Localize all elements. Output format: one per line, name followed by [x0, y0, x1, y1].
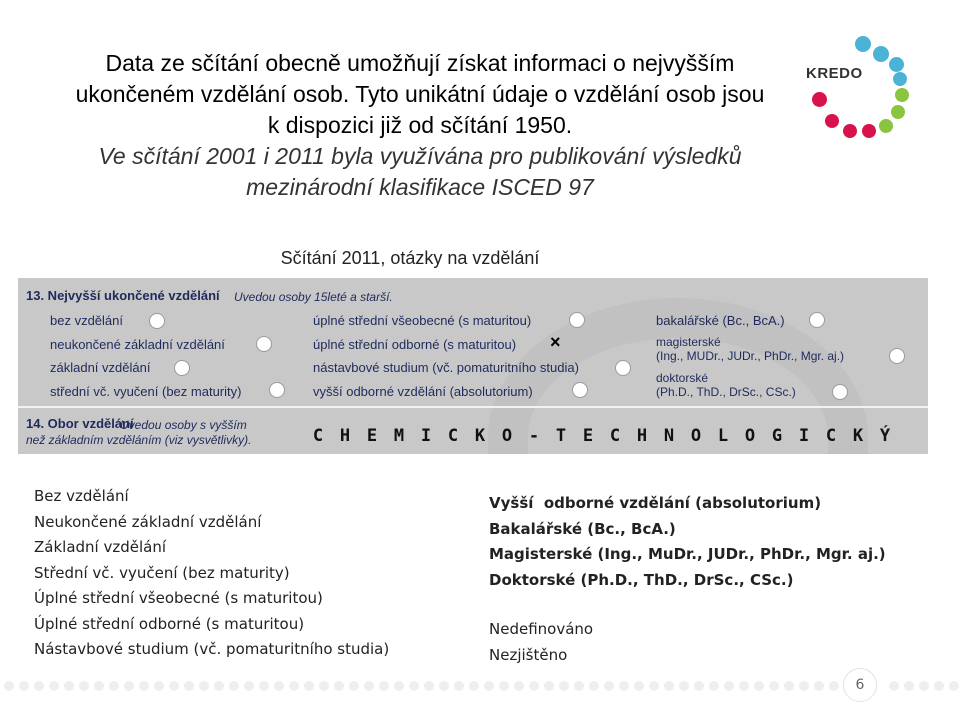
decorative-dot: [889, 681, 899, 691]
logo-dot: [889, 57, 904, 72]
decorative-dot: [199, 681, 209, 691]
option-radio: [256, 336, 272, 352]
list-item: Nástavbové studium (vč. pomaturitního studia): [34, 640, 390, 658]
handwritten-letter: I: [420, 426, 432, 446]
handwritten-letter: N: [663, 426, 675, 446]
handwritten-letter: C: [447, 426, 459, 446]
decorative-dot: [934, 681, 944, 691]
logo-dot: [879, 119, 893, 133]
option-radio: [269, 382, 285, 398]
decorative-dot: [619, 681, 629, 691]
handwritten-letter: -: [528, 426, 540, 446]
option-radio: [889, 348, 905, 364]
intro-line-3: k dispozici již od sčítání 1950.: [267, 112, 573, 138]
handwritten-letter: M: [393, 426, 405, 446]
census-form-image: [18, 278, 928, 454]
intro-line-2: ukončeném vzdělání osob. Tyto unikátní údaje o vzdělání osob jsou: [75, 81, 765, 107]
handwritten-letter: E: [366, 426, 378, 446]
option-label: bez vzdělání: [50, 313, 123, 328]
list-item: Bez vzdělání: [34, 487, 129, 505]
option-label: nástavbové studium (vč. pomaturitního studia): [313, 360, 579, 375]
decorative-dot: [574, 681, 584, 691]
decorative-dot: [709, 681, 719, 691]
decorative-dot: [364, 681, 374, 691]
list-item: Nedefinováno: [489, 620, 594, 638]
list-item: Nezjištěno: [489, 645, 568, 664]
list-item: Bakalářské (Bc., BcA.): [489, 519, 676, 538]
question-14-title: 14. Obor vzdělání: [26, 416, 134, 431]
option-label: magisterské: [656, 335, 721, 349]
decorative-dot: [589, 681, 599, 691]
handwritten-letter: K: [852, 426, 864, 446]
decorative-dot: [79, 681, 89, 691]
decorative-dot: [724, 681, 734, 691]
decorative-dot: [34, 681, 44, 691]
logo-dot: [812, 92, 827, 107]
list-item: Doktorské (Ph.D., ThD., DrSc., CSc.): [489, 570, 794, 589]
decorative-dot: [799, 681, 809, 691]
handwritten-letter: T: [555, 426, 567, 446]
decorative-dot: [454, 681, 464, 691]
decorative-dot: [604, 681, 614, 691]
intro-line-4: Ve sčítání 2001 i 2011 byla využívána pro publikování výsledků: [98, 143, 742, 169]
option-label: úplné střední všeobecné (s maturitou): [313, 313, 532, 328]
option-label: (Ing., MUDr., JUDr., PhDr., Mgr. aj.): [656, 349, 845, 363]
decorative-dot: [409, 681, 419, 691]
handwritten-letter: L: [717, 426, 729, 446]
decorative-dot: [904, 681, 914, 691]
decorative-dot: [334, 681, 344, 691]
decorative-dot: [319, 681, 329, 691]
option-radio: [149, 313, 165, 329]
intro-line-1: Data ze sčítání obecně umožňují získat informaci o nejvyšším: [105, 50, 735, 76]
decorative-dot: [64, 681, 74, 691]
decorative-dot: [4, 681, 14, 691]
option-radio: [569, 312, 585, 328]
handwritten-letter: K: [474, 426, 486, 446]
decorative-dot: [394, 681, 404, 691]
handwritten-letter: H: [339, 426, 351, 446]
question-13-note: Uvedou osoby 15leté a starší.: [234, 290, 393, 304]
list-item: Vyšší odborné vzdělání (absolutorium): [489, 494, 822, 512]
decorative-dot: [274, 681, 284, 691]
decorative-dot: [349, 681, 359, 691]
logo-dot: [893, 72, 907, 86]
decorative-dot: [139, 681, 149, 691]
decorative-dot: [544, 681, 554, 691]
decorative-dot: [649, 681, 659, 691]
list-item: Základní vzdělání: [34, 538, 167, 556]
decorative-dot: [694, 681, 704, 691]
logo-dot: [862, 124, 876, 138]
question-14-note: než základním vzděláním (viz vysvětlivky).: [26, 433, 252, 447]
decorative-dot: [769, 681, 779, 691]
decorative-dot: [169, 681, 179, 691]
handwritten-letter: E: [582, 426, 594, 446]
decorative-dot: [664, 681, 674, 691]
logo-dot: [825, 114, 839, 128]
list-item: Magisterské (Ing., MuDr., JUDr., PhDr., Mgr. aj.): [489, 545, 886, 563]
decorative-dot: [109, 681, 119, 691]
decorative-dot: [304, 681, 314, 691]
decorative-dot: [754, 681, 764, 691]
decorative-dot: [529, 681, 539, 691]
option-label: (Ph.D., ThD., DrSc., CSc.): [656, 385, 796, 399]
option-label: úplné střední odborné (s maturitou): [313, 337, 517, 352]
logo-dot: [855, 36, 871, 52]
question-13-title: 13. Nejvyšší ukončené vzdělání: [26, 288, 220, 303]
option-label: základní vzdělání: [50, 360, 151, 375]
decorative-dot: [814, 681, 824, 691]
option-radio: [809, 312, 825, 328]
option-radio: [572, 382, 588, 398]
option-label: doktorské: [656, 371, 709, 385]
decorative-dot: [154, 681, 164, 691]
list-item: Neukončené základní vzdělání: [34, 512, 262, 531]
handwritten-letter: Ý: [879, 426, 891, 446]
decorative-dot: [784, 681, 794, 691]
handwritten-letter: C: [609, 426, 621, 446]
handwritten-letter: C: [825, 426, 837, 446]
decorative-dot-row: [0, 681, 960, 695]
intro-text: [60, 48, 780, 203]
decorative-dot: [289, 681, 299, 691]
logo-dot: [873, 46, 889, 62]
decorative-dot: [214, 681, 224, 691]
decorative-dot: [739, 681, 749, 691]
decorative-dot: [829, 681, 839, 691]
decorative-dot: [499, 681, 509, 691]
page-number: 6: [843, 668, 877, 702]
form-divider: [18, 406, 928, 408]
option-radio: [832, 384, 848, 400]
decorative-dot: [634, 681, 644, 691]
cross-mark: ×: [550, 332, 561, 352]
list-item: Úplné střední všeobecné (s maturitou): [34, 589, 323, 607]
handwritten-letter: G: [771, 426, 783, 446]
decorative-dot: [919, 681, 929, 691]
decorative-dot: [559, 681, 569, 691]
handwritten-letter: I: [798, 426, 810, 446]
decorative-dot: [379, 681, 389, 691]
option-label: neukončené základní vzdělání: [50, 337, 225, 352]
option-radio: [174, 360, 190, 376]
decorative-dot: [424, 681, 434, 691]
option-label: bakalářské (Bc., BcA.): [656, 313, 785, 328]
decorative-dot: [439, 681, 449, 691]
decorative-dot: [484, 681, 494, 691]
handwritten-letter: O: [690, 426, 702, 446]
option-label: vyšší odborné vzdělání (absolutorium): [313, 384, 533, 399]
decorative-dot: [514, 681, 524, 691]
handwritten-letter: O: [744, 426, 756, 446]
decorative-dot: [469, 681, 479, 691]
kredo-logo: [800, 22, 930, 142]
decorative-dot: [229, 681, 239, 691]
decorative-dot: [679, 681, 689, 691]
list-item: Úplné střední odborné (s maturitou): [34, 614, 305, 633]
decorative-dot: [259, 681, 269, 691]
decorative-dot: [244, 681, 254, 691]
logo-dot: [891, 105, 905, 119]
list-item: Střední vč. vyučení (bez maturity): [34, 563, 290, 582]
question-14-note: Uvedou osoby s vyšším: [120, 418, 247, 432]
education-list-left: [34, 484, 389, 663]
intro-line-5: mezinárodní klasifikace ISCED 97: [246, 174, 594, 200]
decorative-dot: [94, 681, 104, 691]
decorative-dot: [949, 681, 959, 691]
option-label: střední vč. vyučení (bez maturity): [50, 384, 242, 399]
subtitle: Sčítání 2011, otázky na vzdělání: [280, 248, 540, 268]
handwritten-letter: C: [312, 426, 324, 446]
decorative-dot: [184, 681, 194, 691]
education-list-undefined: [489, 617, 593, 668]
decorative-dot: [124, 681, 134, 691]
logo-dot: [843, 124, 857, 138]
handwritten-letter: H: [636, 426, 648, 446]
logo-dot: [895, 88, 909, 102]
logo-text: KREDO: [806, 65, 863, 82]
handwritten-letter: O: [501, 426, 513, 446]
decorative-dot: [19, 681, 29, 691]
option-radio: [615, 360, 631, 376]
decorative-dot: [49, 681, 59, 691]
education-list-right: [489, 491, 886, 593]
